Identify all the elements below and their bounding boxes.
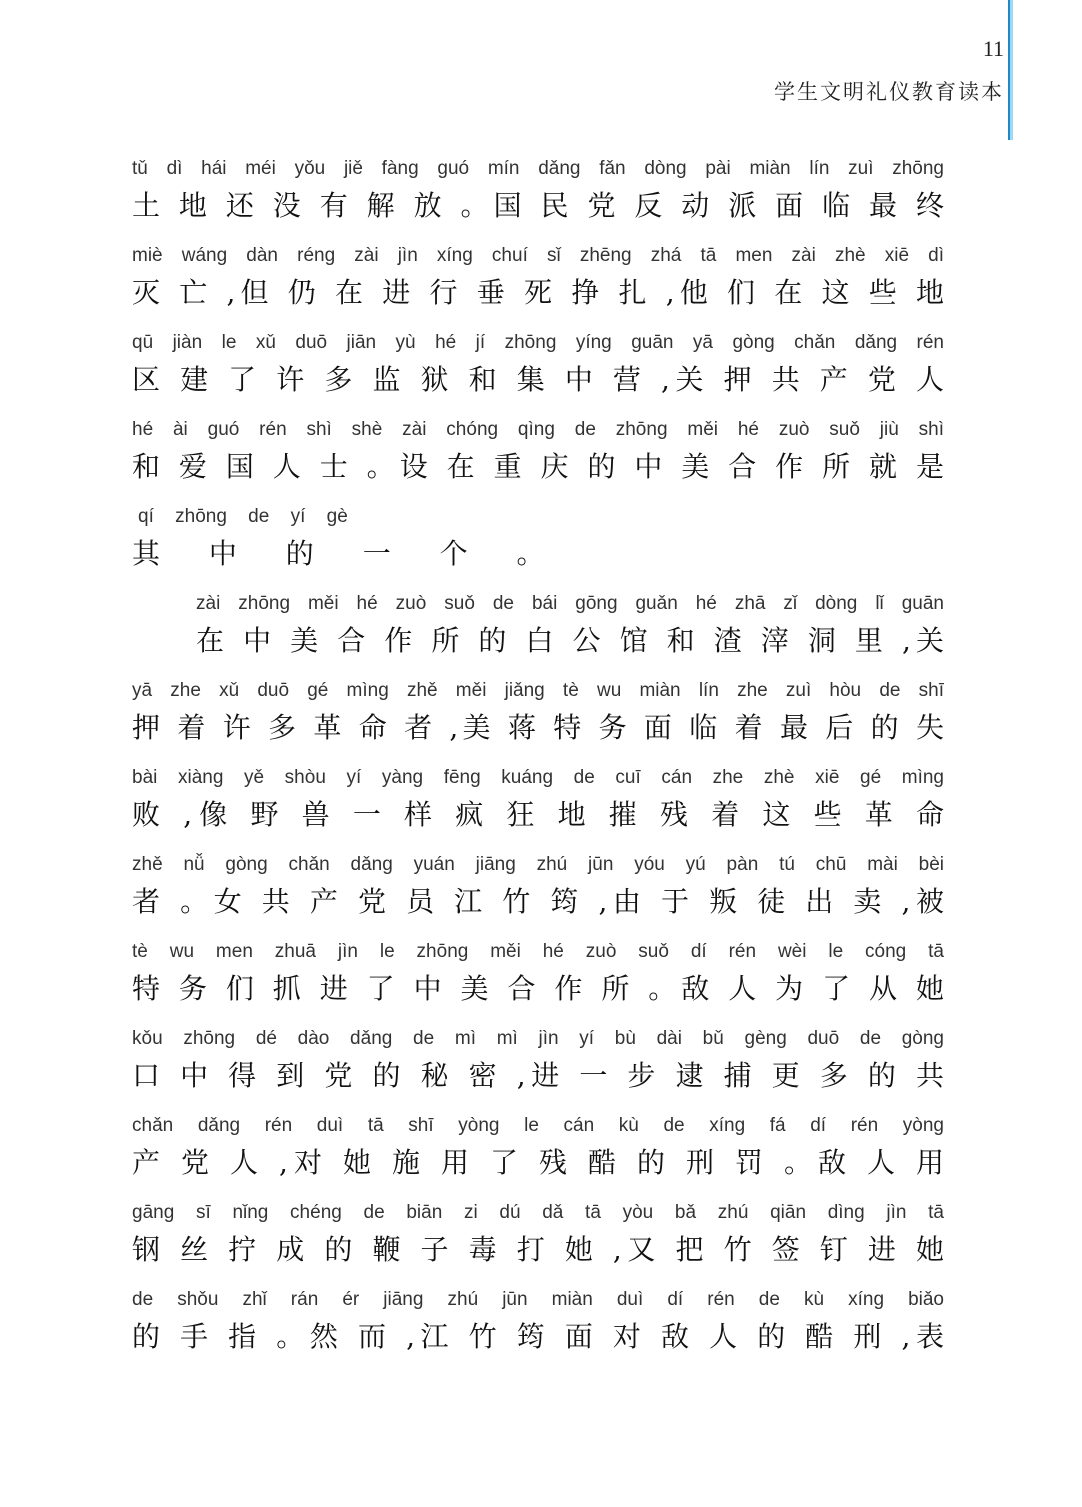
text-line	[132, 585, 944, 672]
pinyin-line: tǔ dì hái méi yǒu jiě fàng guó mín dǎng fǎn dòng pài miàn lín zuì zhōng	[132, 158, 944, 179]
hanzi-line: 败 ,像 野 兽 一 样 疯 狂 地 摧 残 着 这 些 革 命	[132, 798, 944, 831]
text-line	[132, 933, 944, 1020]
accent-bar	[1008, 0, 1016, 140]
hanzi-line: 在 中 美 合 作 所 的 白 公 馆 和 渣 滓 洞 里 ,关	[196, 624, 944, 657]
text-line	[132, 150, 944, 237]
text-line	[132, 1020, 944, 1107]
book-title: 学生文明礼仪教育读本	[774, 80, 1004, 104]
pinyin-line: bài xiàng yě shòu yí yàng fēng kuáng de cuī cán zhe zhè xiē gé mìng	[132, 767, 944, 788]
pinyin-line: kǒu zhōng dé dào dǎng de mì mì jìn yí bù dài bǔ gèng duō de gòng	[132, 1028, 944, 1049]
hanzi-line: 其 中 的 一 个 。	[132, 537, 565, 570]
text-line	[132, 672, 944, 759]
hanzi-line: 的 手 指 。然 而 ,江 竹 筠 面 对 敌 人 的 酷 刑 ,表	[132, 1320, 944, 1353]
hanzi-line: 和 爱 国 人 士 。设 在 重 庆 的 中 美 合 作 所 就 是	[132, 450, 944, 483]
hanzi-line: 产 党 人 ,对 她 施 用 了 残 酷 的 刑 罚 。敌 人 用	[132, 1146, 944, 1179]
hanzi-line: 者 。女 共 产 党 员 江 竹 筠 ,由 于 叛 徒 出 卖 ,被	[132, 885, 944, 918]
hanzi-line: 押 着 许 多 革 命 者 ,美 蒋 特 务 面 临 着 最 后 的 失	[132, 711, 944, 744]
pinyin-line: tè wu men zhuā jìn le zhōng měi hé zuò suǒ dí rén wèi le cóng tā	[132, 941, 944, 962]
pinyin-line: yā zhe xǔ duō gé mìng zhě měi jiǎng tè wu miàn lín zhe zuì hòu de shī	[132, 680, 944, 701]
text-line	[132, 1107, 944, 1194]
text-line	[132, 411, 944, 498]
text-line	[132, 1194, 944, 1281]
pinyin-line: qū jiàn le xǔ duō jiān yù hé jí zhōng yíng guān yā gòng chǎn dǎng rén	[132, 332, 944, 353]
text-line	[132, 237, 944, 324]
pinyin-line: de shǒu zhǐ rán ér jiāng zhú jūn miàn duì dí rén de kù xíng biǎo	[132, 1289, 944, 1310]
pinyin-line: miè wáng dàn réng zài jìn xíng chuí sǐ zhēng zhá tā men zài zhè xiē dì	[132, 245, 944, 266]
text-line	[132, 324, 944, 411]
pinyin-line: gāng sī nǐng chéng de biān zi dú dǎ tā yòu bǎ zhú qiān dìng jìn tā	[132, 1202, 944, 1223]
pinyin-line: hé ài guó rén shì shè zài chóng qìng de zhōng měi hé zuò suǒ jiù shì	[132, 419, 944, 440]
pinyin-line: zhě nǚ gòng chǎn dǎng yuán jiāng zhú jūn yóu yú pàn tú chū mài bèi	[132, 854, 944, 875]
hanzi-line: 口 中 得 到 党 的 秘 密 ,进 一 步 逮 捕 更 多 的 共	[132, 1059, 944, 1092]
pinyin-line: zài zhōng měi hé zuò suǒ de bái gōng guǎn hé zhā zǐ dòng lǐ guān	[196, 593, 944, 614]
pinyin-line: qí zhōng de yí gè	[138, 506, 348, 527]
text-line	[132, 1281, 944, 1368]
hanzi-line: 土 地 还 没 有 解 放 。国 民 党 反 动 派 面 临 最 终	[132, 189, 944, 222]
hanzi-line: 钢 丝 拧 成 的 鞭 子 毒 打 她 ,又 把 竹 签 钉 进 她	[132, 1233, 944, 1266]
text-line	[132, 846, 944, 933]
hanzi-line: 区 建 了 许 多 监 狱 和 集 中 营 ,关 押 共 产 党 人	[132, 363, 944, 396]
text-line	[132, 498, 944, 585]
pinyin-line: chǎn dǎng rén duì tā shī yòng le cán kù de xíng fá dí rén yòng	[132, 1115, 944, 1136]
hanzi-line: 灭 亡 ,但 仍 在 进 行 垂 死 挣 扎 ,他 们 在 这 些 地	[132, 276, 944, 309]
text-line	[132, 759, 944, 846]
body-text	[132, 150, 944, 1368]
page-number: 11	[982, 36, 1004, 61]
hanzi-line: 特 务 们 抓 进 了 中 美 合 作 所 。敌 人 为 了 从 她	[132, 972, 944, 1005]
